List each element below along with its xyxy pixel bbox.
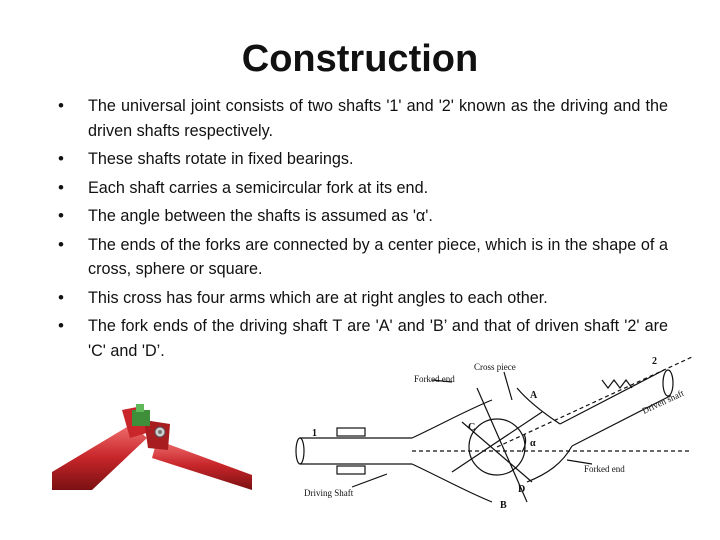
label-cross-piece: Cross piece (474, 362, 516, 372)
label-shaft-1: 1 (312, 428, 317, 439)
bullet-item: • The angle between the shafts is assumed as 'α'. (58, 204, 668, 229)
label-point-c: C (468, 422, 476, 433)
slide-title: Construction (241, 38, 479, 80)
bullet-list (58, 94, 668, 367)
bullet-item: • The universal joint consists of two shafts '1' and '2' known as the driving and the driven shafts respectively. (58, 94, 668, 143)
label-point-b: B (500, 500, 507, 511)
bullet-item: • The fork ends of the driving shaft T are 'A' and 'B’ and that of driven shaft '2' are 'C' and 'D’. (58, 314, 668, 363)
bullet-item: • Each shaft carries a semicircular fork at its end. (58, 176, 668, 201)
label-forked-end-bottom: Forked end (584, 464, 625, 474)
bullet-item: • These shafts rotate in fixed bearings. (58, 147, 668, 172)
universal-joint-image (52, 380, 252, 490)
bullet-item: • The ends of the forks are connected by a center piece, which is in the shape of a cross, sphere or square. (58, 233, 668, 282)
universal-joint-diagram (292, 352, 712, 522)
label-angle-alpha: α (530, 438, 536, 449)
bullet-item: • This cross has four arms which are at right angles to each other. (58, 286, 668, 311)
label-driven-shaft: Driven shaft (640, 387, 686, 416)
label-shaft-2: 2 (652, 356, 657, 367)
cross-piece-block (132, 410, 150, 426)
label-forked-end-top: Forked end (414, 374, 455, 384)
label-point-a: A (530, 390, 538, 401)
label-point-d: D (518, 484, 526, 495)
label-driving-shaft: Driving Shaft (304, 488, 354, 498)
